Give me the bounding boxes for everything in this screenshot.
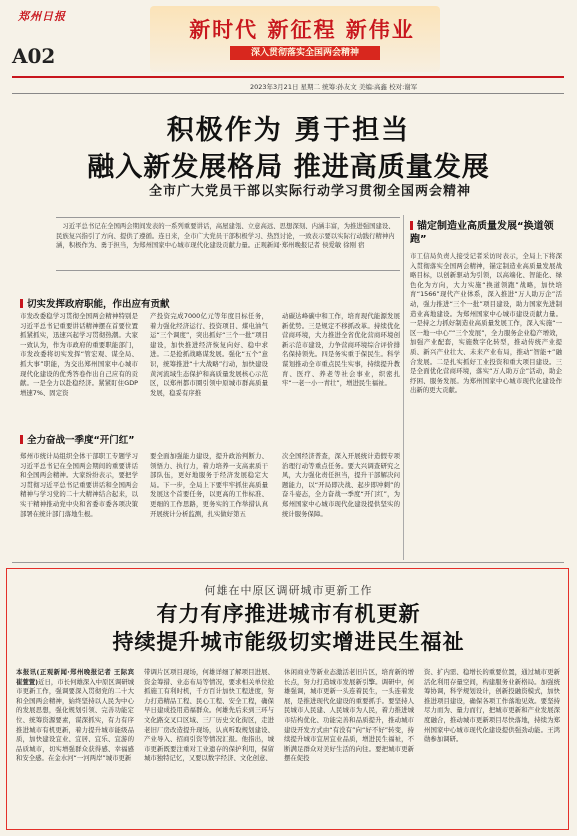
feature-column bbox=[16, 668, 134, 823]
banner-motto: 新时代 新征程 新伟业 bbox=[189, 17, 415, 42]
section-marker bbox=[20, 299, 23, 308]
section-title-first-quarter bbox=[20, 432, 220, 446]
feature-byline: 本报讯(正观新闻·郑州晚报记者 王际宾 崔萱萱) bbox=[16, 668, 134, 686]
header-divider bbox=[12, 76, 564, 78]
header-thin-divider bbox=[12, 93, 564, 94]
feature-column: 带调片区项目现场，何雄详细了解项目进展、资金筹措、业态布局等情况，要求相关单位抢抓施工有利时机，千方百计加快工程进度，努力打造精品工程、民心工程、安全工程，确保早日建成投用造福群众。何雄先后来到三环与文化路交叉口区域、三厂历史文化街区，走进老旧厂房改造提升现场，认真听取规划建设、产业导入、招商引资等情况汇报。他指出，城市更新既要注重对工业遗存的保护利用，保留城市独特记忆，又要以数字经济、文化创意、 bbox=[144, 668, 274, 763]
page-number: A02 bbox=[12, 44, 56, 68]
feature-column: 休闲商业等新业态激活老旧片区，培育新的增长点，努力打造城市发展新引擎。调研中，何雄强调，城市更新一头连着民生，一头连着发展，是推进现代化建设的重要抓手。要坚持人民城市人民建、人民城市为人民，着力推进城市结构优化、功能完善和品质提升，推动城市建设开发方式由“有没有”向“好不好”转变，持续提升城市宜居宜业品质，增进民生福祉，不断满足群众对美好生活的向往。要把城市更新摆在促投 bbox=[284, 668, 414, 763]
top-article-headline: 融入新发展格局 推进高质量发展 bbox=[87, 152, 490, 183]
article-column: 郑州市统计局组织全体干部职工专题学习习近平总书记在全国两会期间的重要讲话和全国两会精神。大家纷纷表示，要把学习贯彻习近平总书记重要讲话和全国两会精神与学习党的二十大精神结合起来，以实干精神推动党中央和省委市委各项决策部署在统计部门落地生根。 bbox=[20, 452, 138, 518]
paper-logo: 郑州日报 bbox=[18, 10, 66, 23]
masthead bbox=[0, 0, 577, 90]
article-column: 产投资完成7000亿元等年度目标任务，着力强化经济运行、投资项目、煤电油气运“三个调度”，突出抓好“三个一批”项目建设，加快推进经济恢复向好、稳中求进。二是抢抓战略谋发展。强化“五个”意识，统筹推进“十大战略”行动，加快建设黄河流域生态保护和高质量发展核心示范区，以郑州都市圈引领中原城市群高质量发展，稳妥有序推 bbox=[150, 312, 268, 397]
feature-kicker: 何雄在中原区调研城市更新工作 bbox=[204, 584, 373, 597]
column-divider bbox=[403, 215, 404, 560]
section-title-text: 全力奋战一季度“开门红” bbox=[27, 435, 135, 446]
feature-column: 资、扩内需、稳增长的重要位置，通过城市更新活化利用存量空间，构建服务业新格局。加强统筹协调，科学规划设计，创新投融资模式，加快推进项目建设，确保各项工作落地见效。要坚持尽力而为、量力而行，把城市更新和产业发展深度融合，推动城市更新项目尽快落地，持续为郑州国家中心城市现代化建设提供强劲动能。王鸿勋参加调研。 bbox=[424, 668, 560, 744]
top-article-subhead: 全市广大党员干部以实际行动学习贯彻全国两会精神 bbox=[148, 184, 471, 199]
feature-column-text: 近日，市长何雄深入中原区调研城市更新工作，强调要深入贯彻党的二十大和全国两会精神，始终坚持以人民为中心的发展思想，强化规划引领、完善功能定位、统筹资源要素，谋深抓实，有力有序推进城市有机更新，着力提升城市能级品质，加快建设宜业、宜居、宜乐、宜游的品质城市，切实增强群众获得感、幸福感和安全感。在金水河“一河两岸”城市更新 bbox=[16, 677, 134, 763]
banner-subtitle: 深入贯彻落实全国两会精神 bbox=[230, 46, 380, 60]
article-column: 市发改委稳学习贯彻全国两会精神特别是习近平总书记重要讲话精神摆在首要位置抓紧抓实，迅速兴起学习贯彻热潮。大家一致认为，作为市政府的重要职能部门，市发改委将切实发挥“管宏观、谋全局、抓大事”职能，为交出郑州国家中心城市现代化建设的优秀答卷作出自己应有的贡献。一是全力以赴稳经济。紧紧盯住GDP增速7%、固定资 bbox=[20, 312, 138, 397]
section-marker bbox=[410, 221, 413, 230]
sidebar-headline bbox=[410, 220, 562, 246]
feature-headline-line-1: 有力有序推进城市有机更新 bbox=[156, 601, 421, 626]
date-line: 2023年3月21日 星期二 统筹:孙友文 美编:高鑫 校对:谢军 bbox=[250, 83, 418, 91]
top-article-kicker: 积极作为 勇于担当 bbox=[166, 115, 411, 146]
section-title-government-role bbox=[20, 296, 400, 310]
sidebar-article-body: 市工信局负责人接受记者采访时表示，全局上下将深入贯彻落实全国两会精神，锚定制造业高质量发展战略目标，以创新驱动为引领，以高端化、智能化、绿色化为方向，大力实施“换道领跑”战略，加快培育“1566”现代产业体系，深入推进“万人助万企”活动，强力推进“三个一批”项目建设，助力国家先进制造业高地建设。为郑州国家中心城市建设贡献力量。一是持之力抓好制造业高质量发展工作，深入实施“一区一地一中心”“三个发展”，全力服务企业稳产增效，加强产业配套，实施数字化转型，推动传统产业提质、新兴产业壮大、未来产业布局，推动“智能+”融合发展。二是扎实抓好工业投资和重大项目建设。三是全面优化营商环境，落实“万人助万企”活动，助企纾困、服务发展。为郑州国家中心城市现代化建设作出新的更大贡献。 bbox=[410, 252, 562, 395]
sidebar-headline-text: 锚定制造业高质量发展“换道领跑” bbox=[410, 221, 554, 245]
section-marker bbox=[20, 435, 23, 444]
top-article-lead: 习近平总书记在全国两会期间发表的一系列重要讲话，高屋建瓴、立意高远、思想深刻、内涵丰富，为推进强国建设、民族复兴指引了方向、提供了遵循。连日来，全市广大党员干部积极学习、热烈讨论，一致表示要以实际行动践行精神内涵，积极作为、勇于担当，为郑州国家中心城市现代化建设贡献力量。正观新闻·郑州晚报记者 侯爱敏 徐刚 宿 bbox=[56, 217, 400, 271]
article-column: 动碳达峰碳中和工作，培育现代能源发展新优势。三是规定不移抓改革。持续优化营商环境，大力推进全省优化营商环境创新示范市建设，力争营商环境综合评价排名保持领先。四是务实重于保民生。科学谋划推动全市重点民生实事，持续提升教育、医疗、养老等社会事业，织密扎牢“一老一小一青壮”，增进民生福祉。 bbox=[282, 312, 400, 388]
article-column: 要全面加强能力建设，提升政治判断力、领悟力、执行力，着力培养一支高素质干部队伍，更好地服务于经济发展稳定大局。下一步，全局上下要牢牢抓住高质量发展这个首要任务，以更高的工作标准、更细的工作思路，更务实的工作举措认真开展统计分析监测，扎实做好第五 bbox=[150, 452, 268, 518]
feature-headline-line-2: 持续提升城市能级切实增进民生福祉 bbox=[112, 629, 465, 654]
article-column: 次全国经济普查，深入开展统计造假专项治理行动等重点任务。要大兴调查研究之风，大力强化责任担当，提升干部解决问题能力，以“开局即决战、起步即冲刺”的奋斗姿态，全力奋战一季度“开门红”，为郑州国家中心城市现代化建设提供坚实的统计服务保障。 bbox=[282, 452, 400, 518]
article-divider bbox=[12, 562, 564, 563]
section-title-text: 切实发挥政府职能，作出应有贡献 bbox=[27, 299, 170, 310]
